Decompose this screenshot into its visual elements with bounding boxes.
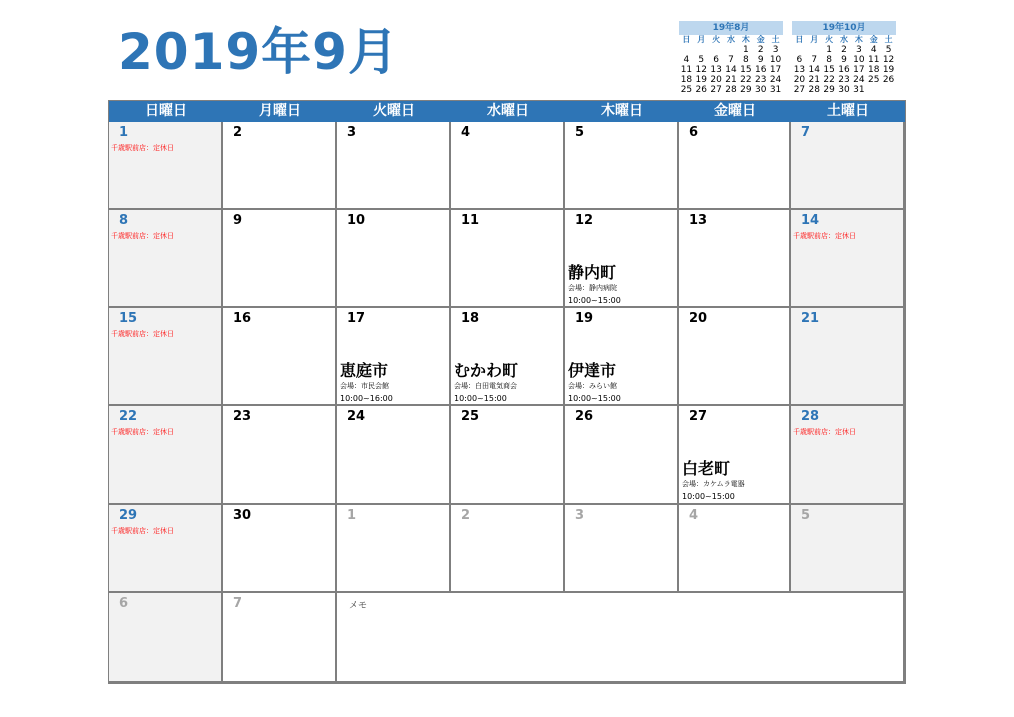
event-title: 白老町 [682, 459, 731, 478]
mini-day: 19 [695, 75, 707, 85]
mini-day: 13 [710, 65, 722, 75]
mini-day: 11 [867, 55, 880, 65]
mini-day: 24 [853, 75, 865, 85]
weekday-header: 土曜日 [827, 103, 869, 119]
mini-day: 17 [853, 65, 865, 75]
mini-day: 2 [757, 45, 764, 55]
mini-day: 27 [710, 85, 722, 95]
event-title: 静内町 [568, 263, 617, 282]
mini-day: 7 [811, 55, 818, 65]
mini-day: 5 [698, 55, 705, 65]
weekday-header: 木曜日 [601, 103, 643, 119]
day-cell[interactable] [337, 505, 451, 593]
day-number: 4 [689, 508, 699, 523]
mini-day: 2 [841, 45, 847, 55]
closed-note: 千歳駅前店：定休日 [111, 232, 174, 240]
mini-day: 12 [695, 65, 707, 75]
mini-calendar [679, 21, 783, 95]
mini-weekday: 水 [726, 35, 735, 44]
day-number: 18 [461, 311, 480, 326]
event-title: むかわ町 [454, 361, 519, 380]
day-cell[interactable] [451, 406, 565, 505]
mini-weekday: 金 [756, 35, 765, 44]
day-number: 8 [119, 213, 129, 228]
day-number: 14 [801, 213, 820, 228]
day-number: 6 [689, 125, 699, 140]
event-title: 伊達市 [568, 361, 617, 380]
mini-calendar [792, 21, 896, 95]
weekday-header: 水曜日 [487, 103, 529, 119]
event-time: 10:00~15:00 [568, 296, 621, 305]
day-number: 24 [347, 409, 366, 424]
mini-calendar-header: 19年8月 [679, 21, 783, 35]
mini-day: 26 [695, 85, 707, 95]
day-number: 26 [575, 409, 594, 424]
mini-day: 24 [769, 75, 782, 85]
page-title: 2019年9月 [118, 23, 399, 81]
day-cell[interactable] [109, 210, 223, 308]
mini-weekday: 火 [712, 35, 721, 44]
mini-day: 17 [769, 65, 782, 75]
mini-calendar-days [792, 35, 896, 95]
memo-label: メモ [349, 601, 368, 611]
mini-day: 29 [740, 85, 752, 95]
day-cell[interactable] [791, 406, 905, 505]
day-cell[interactable] [451, 308, 565, 406]
mini-calendar-days [679, 35, 783, 95]
mini-day: 30 [838, 85, 850, 95]
mini-weekday: 火 [825, 35, 834, 44]
day-cell[interactable] [337, 308, 451, 406]
day-cell[interactable] [679, 122, 791, 210]
closed-note: 千歳駅前店：定休日 [793, 232, 856, 240]
day-number: 30 [233, 508, 252, 523]
day-cell[interactable] [565, 210, 679, 308]
mini-day: 9 [757, 55, 764, 65]
day-number: 23 [233, 409, 252, 424]
event-time: 10:00~15:00 [568, 394, 621, 403]
day-cell[interactable] [109, 308, 223, 406]
day-number: 2 [233, 125, 243, 140]
event-time: 10:00~15:00 [454, 394, 507, 403]
mini-day: 27 [793, 85, 806, 95]
mini-weekday: 日 [795, 35, 804, 44]
day-cell[interactable] [109, 593, 223, 683]
day-cell[interactable] [337, 122, 451, 210]
weekday-header: 金曜日 [714, 103, 756, 119]
mini-day: 15 [740, 65, 752, 75]
day-cell[interactable] [565, 505, 679, 593]
mini-weekday: 土 [771, 35, 780, 44]
mini-day: 1 [826, 45, 832, 55]
mini-day: 8 [742, 55, 749, 65]
day-cell[interactable] [451, 210, 565, 308]
mini-day: 10 [769, 55, 782, 65]
memo-area[interactable] [337, 593, 905, 683]
mini-weekday: 月 [810, 35, 819, 44]
mini-day: 25 [867, 75, 880, 85]
day-number: 27 [689, 409, 708, 424]
day-number: 17 [347, 311, 366, 326]
event-venue: 会場：みらい館 [568, 382, 617, 390]
mini-weekday: 金 [869, 35, 878, 44]
mini-day: 19 [882, 65, 895, 75]
mini-calendar-header: 19年10月 [792, 21, 896, 35]
day-number: 6 [119, 596, 129, 611]
mini-day: 22 [823, 75, 835, 85]
mini-day: 10 [853, 55, 865, 65]
mini-day: 31 [769, 85, 782, 95]
day-number: 5 [801, 508, 811, 523]
mini-day: 20 [710, 75, 722, 85]
day-cell[interactable] [679, 308, 791, 406]
day-number: 16 [233, 311, 252, 326]
mini-day: 15 [823, 65, 835, 75]
day-cell[interactable] [451, 505, 565, 593]
mini-blank [694, 45, 709, 55]
day-cell[interactable] [223, 593, 337, 683]
day-cell[interactable] [565, 122, 679, 210]
event-venue: 会場：カケムラ電器 [682, 480, 745, 488]
day-number: 9 [233, 213, 243, 228]
day-number: 7 [801, 125, 811, 140]
day-cell[interactable] [109, 122, 223, 210]
day-cell[interactable] [679, 505, 791, 593]
mini-day: 25 [680, 85, 693, 95]
mini-weekday: 木 [854, 35, 863, 44]
mini-day: 4 [870, 45, 877, 55]
mini-day: 18 [680, 75, 693, 85]
day-number: 15 [119, 311, 138, 326]
day-cell[interactable] [223, 406, 337, 505]
mini-day: 22 [740, 75, 752, 85]
closed-note: 千歳駅前店：定休日 [111, 428, 174, 436]
mini-weekday: 土 [884, 35, 893, 44]
day-cell[interactable] [337, 210, 451, 308]
mini-day: 29 [823, 85, 835, 95]
mini-blank [679, 45, 694, 55]
mini-day: 31 [853, 85, 865, 95]
day-cell[interactable] [337, 406, 451, 505]
mini-day: 3 [772, 45, 779, 55]
day-cell[interactable] [223, 210, 337, 308]
day-number: 3 [575, 508, 585, 523]
mini-day: 9 [841, 55, 847, 65]
mini-weekday: 月 [697, 35, 706, 44]
mini-day: 6 [713, 55, 719, 65]
weekday-header-row [109, 101, 905, 122]
weekday-header: 日曜日 [145, 103, 187, 119]
day-cell[interactable] [451, 122, 565, 210]
mini-day: 28 [725, 85, 737, 95]
mini-day: 16 [838, 65, 850, 75]
day-cell[interactable] [791, 210, 905, 308]
mini-day: 23 [838, 75, 850, 85]
closed-note: 千歳駅前店：定休日 [111, 527, 174, 535]
day-number: 11 [461, 213, 480, 228]
day-number: 1 [119, 125, 129, 140]
mini-weekday: 木 [741, 35, 750, 44]
day-cell[interactable] [791, 505, 905, 593]
calendar-grid [108, 100, 906, 684]
day-number: 1 [347, 508, 357, 523]
closed-note: 千歳駅前店：定休日 [111, 330, 174, 338]
day-cell[interactable] [223, 122, 337, 210]
mini-weekday: 水 [839, 35, 848, 44]
day-number: 29 [119, 508, 138, 523]
mini-day: 4 [683, 55, 690, 65]
day-number: 5 [575, 125, 585, 140]
closed-note: 千歳駅前店：定休日 [793, 428, 856, 436]
mini-day: 12 [882, 55, 895, 65]
mini-day: 8 [826, 55, 832, 65]
day-number: 25 [461, 409, 480, 424]
mini-day: 1 [742, 45, 749, 55]
mini-day: 23 [754, 75, 767, 85]
mini-day: 28 [808, 85, 820, 95]
mini-day: 11 [680, 65, 693, 75]
weekday-header: 火曜日 [373, 103, 415, 119]
mini-day: 13 [793, 65, 806, 75]
mini-day: 6 [796, 55, 803, 65]
day-number: 13 [689, 213, 708, 228]
day-cell[interactable] [565, 308, 679, 406]
day-number: 7 [233, 596, 243, 611]
day-cell[interactable] [791, 308, 905, 406]
day-cell[interactable] [109, 505, 223, 593]
mini-day: 18 [867, 65, 880, 75]
mini-day: 30 [754, 85, 767, 95]
mini-blank [709, 45, 724, 55]
mini-day: 26 [882, 75, 895, 85]
day-cell[interactable] [679, 406, 791, 505]
day-cell[interactable] [223, 505, 337, 593]
day-number: 4 [461, 125, 471, 140]
mini-blank [792, 45, 807, 55]
weekday-header: 月曜日 [259, 103, 301, 119]
mini-day: 21 [808, 75, 820, 85]
mini-day: 5 [885, 45, 892, 55]
event-venue: 会場：白田電気商会 [454, 382, 517, 390]
mini-day: 14 [725, 65, 737, 75]
event-time: 10:00~15:00 [682, 492, 735, 501]
day-number: 21 [801, 311, 820, 326]
day-number: 10 [347, 213, 366, 228]
mini-day: 14 [808, 65, 820, 75]
day-number: 22 [119, 409, 138, 424]
closed-note: 千歳駅前店：定休日 [111, 144, 174, 152]
mini-day: 16 [754, 65, 767, 75]
event-title: 恵庭市 [340, 361, 389, 380]
mini-weekday: 日 [682, 35, 691, 44]
mini-day: 3 [855, 45, 862, 55]
day-number: 3 [347, 125, 357, 140]
day-cell[interactable] [223, 308, 337, 406]
mini-blank [807, 45, 822, 55]
day-cell[interactable] [791, 122, 905, 210]
day-cell[interactable] [679, 210, 791, 308]
mini-day: 21 [725, 75, 737, 85]
mini-day: 7 [728, 55, 734, 65]
day-cell[interactable] [109, 406, 223, 505]
day-cell[interactable] [565, 406, 679, 505]
event-venue: 会場：市民会館 [340, 382, 389, 390]
day-number: 2 [461, 508, 471, 523]
event-venue: 会場：静内病院 [568, 284, 617, 292]
day-number: 20 [689, 311, 708, 326]
event-time: 10:00~16:00 [340, 394, 393, 403]
mini-blank [724, 45, 739, 55]
day-number: 12 [575, 213, 594, 228]
day-number: 19 [575, 311, 594, 326]
mini-day: 20 [793, 75, 806, 85]
day-number: 28 [801, 409, 820, 424]
